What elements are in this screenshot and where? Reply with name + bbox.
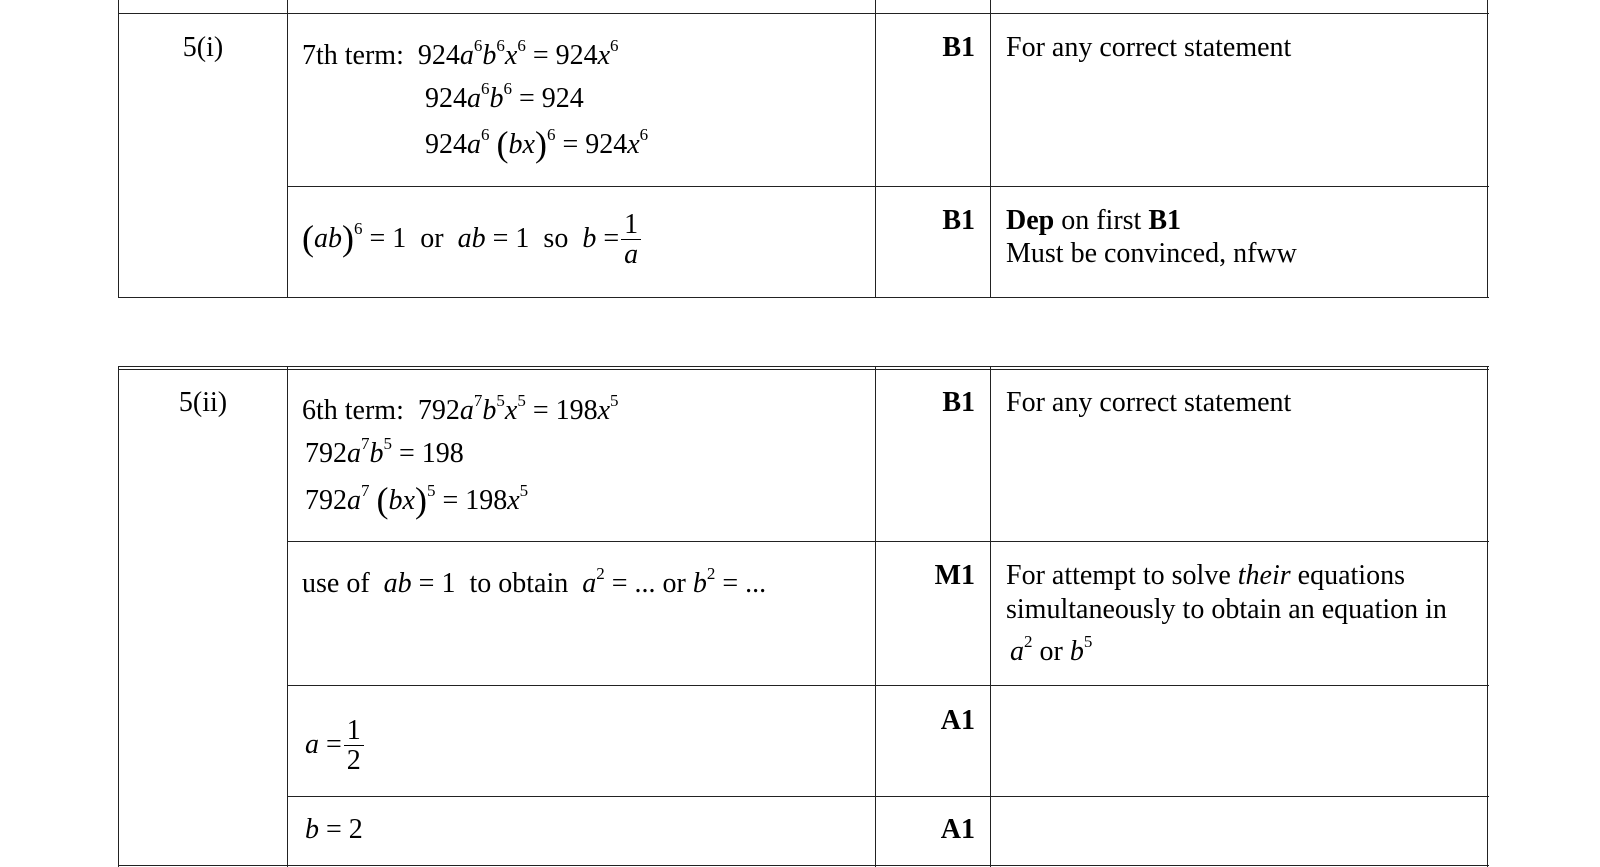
answer-line-3: $924a^6$ $(bx)^6 = 924x^6$ xyxy=(425,124,649,164)
fraction: $\frac{1}{a}$ xyxy=(621,211,641,270)
answer-line-6: b = 2 xyxy=(305,814,363,845)
column-divider xyxy=(875,366,876,867)
mark-code: A1 xyxy=(940,814,975,845)
column-divider xyxy=(1487,0,1488,297)
column-divider xyxy=(990,0,991,297)
row-divider xyxy=(287,796,1489,797)
question-number: 5(ii) xyxy=(178,387,228,418)
guidance-text: Must be convinced, nfww xyxy=(1006,238,1297,269)
answer-line-4: use of ab = 1 to obtain $a^2$ = ... or $b^2$ = ... xyxy=(302,564,767,599)
guidance-text: $a^2$ or $b^5$ xyxy=(1010,632,1093,667)
answer-line-2: $924a^6b^6 = 924$ xyxy=(425,79,584,114)
answer-line-1: 6th term: $792a^7b^5x^5 = 198x^5$ xyxy=(302,391,619,426)
mark-code: B1 xyxy=(942,387,975,418)
answer-line-4: (ab)$^6$ = 1 or ab = 1 so b = $\frac{1}{a}$ xyxy=(302,209,643,270)
row-divider xyxy=(118,865,1489,866)
column-divider xyxy=(990,366,991,867)
column-divider xyxy=(118,366,119,867)
row-divider xyxy=(287,685,1489,686)
column-divider xyxy=(118,0,119,297)
column-divider xyxy=(1487,366,1488,867)
mark-code: M1 xyxy=(934,560,975,591)
guidance-text: For attempt to solve their equations xyxy=(1006,560,1405,591)
table-top-border xyxy=(118,366,1489,367)
fraction: $\frac{1}{2}$ xyxy=(344,717,364,776)
guidance-text: Dep on first B1 xyxy=(1006,205,1182,236)
answer-line-3: $792a^7$ $(bx)^5 = 198x^5$ xyxy=(305,480,529,520)
mark-code: B1 xyxy=(942,205,975,236)
guidance-text: simultaneously to obtain an equation in xyxy=(1006,594,1447,625)
answer-line-1: 7th term: $924a^6b^6x^6 = 924x^6$ xyxy=(302,36,619,71)
row-divider xyxy=(118,13,1489,14)
mark-code: A1 xyxy=(940,705,975,736)
guidance-text: For any correct statement xyxy=(1006,387,1292,418)
table-bottom-border xyxy=(118,297,1489,298)
column-divider xyxy=(875,0,876,297)
guidance-text: For any correct statement xyxy=(1006,32,1292,63)
mark-code: B1 xyxy=(942,32,975,63)
column-divider xyxy=(287,366,288,867)
row-divider xyxy=(287,541,1489,542)
answer-line-5: a = $\frac{1}{2}$ xyxy=(305,713,366,777)
row-divider xyxy=(287,186,1489,187)
column-divider xyxy=(287,0,288,297)
table-top-border xyxy=(118,369,1489,370)
question-number: 5(i) xyxy=(182,32,224,63)
answer-line-2: $792a^7b^5 = 198$ xyxy=(305,434,464,469)
